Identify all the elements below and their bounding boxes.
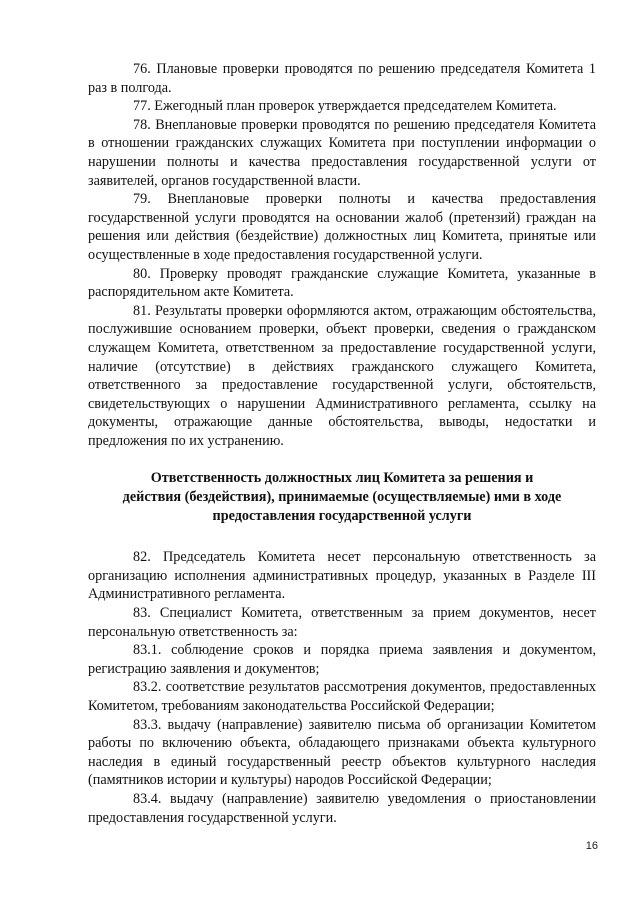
- paragraph-80: 80. Проверку проводят гражданские служащие Комитета, указанные в распорядительном акте Комитета.: [88, 265, 596, 301]
- paragraph-79: 79. Внеплановые проверки полноты и качества предоставления государственной услуги проводятся на основании жалоб (претензий) граждан на решения или действия (бездействие) должностных лиц Комитета, принятые или осуществленные в ходе предоставления государственной услуги.: [88, 191, 596, 263]
- paragraph-77: 77. Ежегодный план проверок утверждается председателем Комитета.: [133, 98, 557, 115]
- section-heading-line-3: предоставления государственной услуги: [212, 507, 472, 524]
- paragraph-78: 78. Внеплановые проверки проводятся по решению председателя Комитета в отношении гражданских служащих Комитета при поступлении информации о нарушении полноты и качества предоставления государственной услуги от заявителей, органов государственной власти.: [88, 116, 596, 189]
- paragraph-81: 81. Результаты проверки оформляются актом, отражающим обстоятельства, послужившие основанием проверки, объект проверки, сведения о гражданском служащем Комитета, ответственном за предоставление государственной услуги, наличие (отсутствие) в действиях гражданского служащего Комитета, ответственного за предоставление государственной услуги, обстоятельств, свидетельствующих о нарушении Административного регламента, ссылку на документы, отражающие данные обстоятельства, выводы, недостатки и предложения по их устранению.: [88, 302, 596, 449]
- document-body: [88, 60, 596, 827]
- paragraph-83-2: 83.2. соответствие результатов рассмотрения документов, предоставленных Комитетом, требованиям законодательства Российской Федерации;: [88, 679, 596, 714]
- section-heading: [88, 469, 596, 525]
- section-heading-line-2: действия (бездействия), принимаемые (осуществляемые) ими в ходе: [122, 489, 562, 506]
- section-heading-line-1: Ответственность должностных лиц Комитета за решения и: [150, 470, 534, 487]
- page-number: 16: [585, 840, 598, 852]
- paragraph-83-3: 83.3. выдачу (направление) заявителю письма об организации Комитетом работы по включению объекта, обладающего признаками объекта культурного наследия в единый государственный реестр объектов культурного наследия (памятников истории и культуры) народов Российской Федерации;: [88, 716, 596, 789]
- paragraph-83-4: 83.4. выдачу (направление) заявителю уведомления о приостановлении предоставления государственной услуги.: [88, 790, 596, 826]
- paragraph-83-1: 83.1. соблюдение сроков и порядка приема заявления и документом, регистрацию заявления и документов;: [88, 642, 596, 677]
- paragraph-76: 76. Плановые проверки проводятся по решению председателя Комитета 1 раз в полгода.: [88, 61, 596, 96]
- paragraph-82: 82. Председатель Комитета несет персональную ответственность за организацию исполнения административных процедур, указанных в Разделе III Административного регламента.: [88, 549, 596, 603]
- paragraph-83: 83. Специалист Комитета, ответственным за прием документов, несет персональную ответственность за:: [88, 605, 596, 640]
